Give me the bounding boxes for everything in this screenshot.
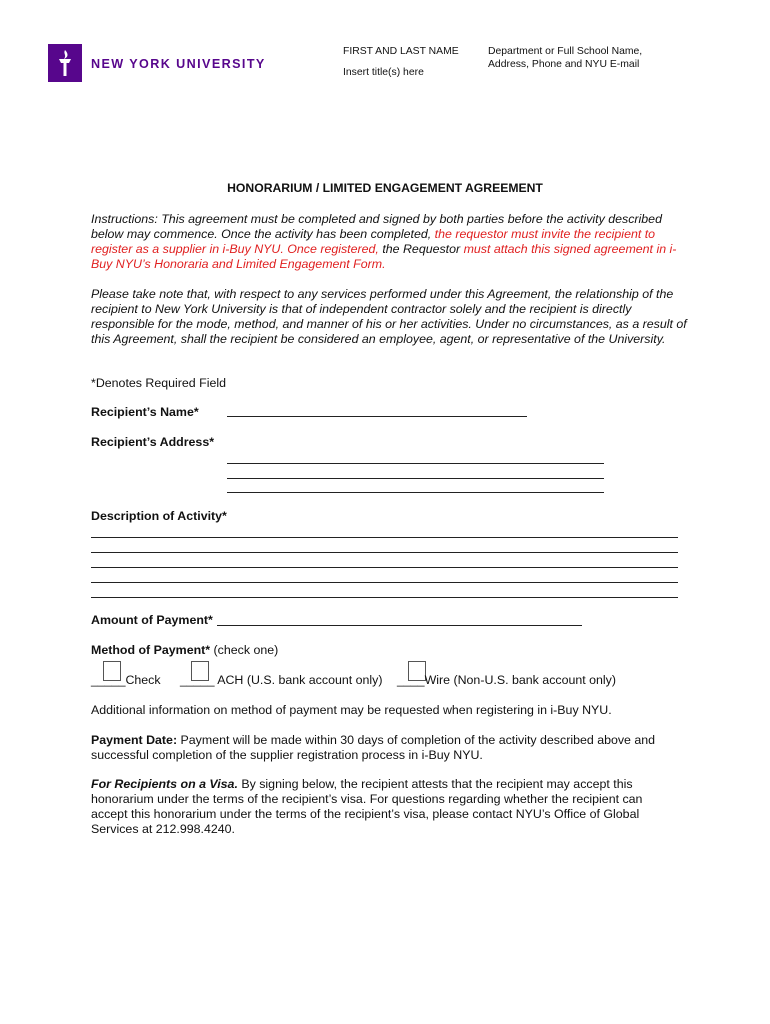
- payment-date-label: Payment Date:: [91, 733, 178, 747]
- payment-date-text: Payment will be made within 30 days of completion of the activity described above and successful completion of the supplier registration process in i-Buy NYU.: [91, 733, 656, 762]
- amount-label: Amount of Payment*: [91, 613, 213, 627]
- university-wordmark: NEW YORK UNIVERSITY: [91, 57, 266, 71]
- department-line-2: Address, Phone and NYU E-mail: [488, 59, 640, 70]
- nyu-torch-logo: [48, 44, 82, 82]
- amount-input[interactable]: [217, 625, 582, 626]
- visa-paragraph: [91, 777, 671, 837]
- visa-label: For Recipients on a Visa.: [91, 777, 238, 791]
- option-check-label: _____Check: [91, 673, 161, 687]
- instructions-part-3: the Requestor: [382, 242, 464, 256]
- instructions-paragraph: [91, 212, 691, 272]
- description-input-2[interactable]: [91, 552, 678, 553]
- recipient-name-input[interactable]: [227, 416, 527, 417]
- method-of-payment: [91, 643, 278, 657]
- instructions-part-2: the requestor must invite the recipient to register as a supplier in i-Buy NYU. Once registered,: [91, 227, 656, 256]
- name-field[interactable]: FIRST AND LAST NAME: [343, 46, 459, 57]
- description-label: Description of Activity*: [91, 509, 227, 523]
- document-title: HONORARIUM / LIMITED ENGAGEMENT AGREEMENT: [227, 181, 543, 195]
- recipient-name-label: Recipient’s Name*: [91, 405, 199, 419]
- recipient-address-input-1[interactable]: [227, 463, 604, 464]
- torch-icon: [48, 44, 82, 82]
- additional-info: Additional information on method of payment may be requested when registering in i-Buy NYU.: [91, 703, 612, 717]
- instructions-part-4: must attach this signed agreement in i-Buy NYU’s Honoraria and Limited Engagement Form.: [91, 242, 677, 271]
- instructions-part-1: Instructions: This agreement must be completed and signed by both parties before the activity described below may commence. Once the activity has been completed,: [91, 212, 662, 241]
- description-input-1[interactable]: [91, 537, 678, 538]
- recipient-address-input-3[interactable]: [227, 492, 604, 493]
- recipient-address-input-2[interactable]: [227, 478, 604, 479]
- contractor-notice: Please take note that, with respect to any services performed under this Agreement, the relationship of the recipient to New York University is that of independent contractor solely and the recipient is directly responsible for the mode, method, and manner of his or her activities. Under no circumstances, as a result of this Agreement, shall the recipient be considered an employee, agent, or representative of the University.: [91, 287, 687, 346]
- option-wire-label: ____Wire (Non-U.S. bank account only): [397, 673, 617, 687]
- description-input-4[interactable]: [91, 582, 678, 583]
- method-label: Method of Payment*: [91, 643, 211, 657]
- required-field-note: *Denotes Required Field: [91, 376, 226, 390]
- description-input-5[interactable]: [91, 597, 678, 598]
- title-field[interactable]: Insert title(s) here: [343, 67, 424, 78]
- description-input-3[interactable]: [91, 567, 678, 568]
- payment-date-paragraph: [91, 733, 691, 763]
- department-line-1: Department or Full School Name,: [488, 46, 643, 57]
- method-hint: (check one): [210, 643, 279, 657]
- department-field[interactable]: [488, 45, 642, 71]
- visa-text: By signing below, the recipient attests that the recipient may accept this honorarium under the terms of the recipient’s visa. For questions regarding whether the recipient can accept this honorarium under the terms of the recipient’s visa, please contact NYU’s Office of Global Services at 212.998.4240.: [91, 777, 643, 836]
- recipient-address-label: Recipient’s Address*: [91, 435, 215, 449]
- option-ach-label: _____ ACH (U.S. bank account only): [180, 673, 383, 687]
